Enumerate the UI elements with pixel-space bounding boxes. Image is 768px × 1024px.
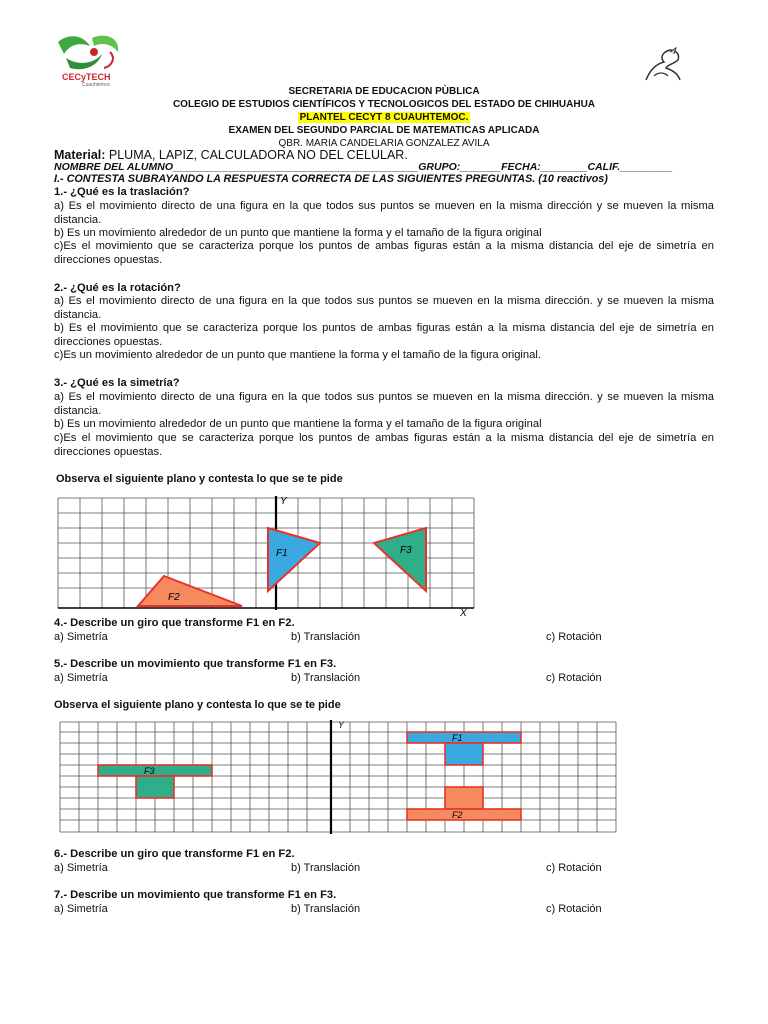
q4-option-a[interactable]: a) Simetría (54, 631, 108, 643)
plane1-f3-label: F3 (400, 545, 412, 556)
plane1-f1-label: F1 (276, 548, 288, 559)
plane2-figure-f2 (407, 787, 521, 820)
cecytech-logo (50, 32, 140, 92)
q6-option-b[interactable]: b) Translación (291, 862, 361, 874)
plane2-f1-label: F1 (452, 733, 463, 743)
header-line-4: EXAMEN DEL SEGUNDO PARCIAL DE MATEMATICAS APLICADA (228, 125, 540, 136)
q4-option-b[interactable]: b) Translación (291, 631, 361, 643)
material-value: PLUMA, LAPIZ, CALCULADORA NO DEL CELULAR. (105, 148, 408, 162)
plane1-figure-f1 (268, 528, 320, 591)
plane2-caption: Observa el siguiente plano y contesta lo que se te pide (54, 699, 341, 711)
q3-title: 3.- ¿Qué es la simetría? (54, 377, 180, 389)
plane1-caption: Observa el siguiente plano y contesta lo que se te pide (56, 473, 343, 485)
q7-option-a[interactable]: a) Simetría (54, 903, 108, 915)
plane2-grid (54, 716, 620, 836)
header-line-2: COLEGIO DE ESTUDIOS CIENTÍFICOS Y TECNOLOGICOS DEL ESTADO DE CHIHUAHUA (172, 99, 596, 110)
q5-option-b[interactable]: b) Translación (291, 672, 361, 684)
q7-option-c[interactable]: c) Rotación (546, 903, 602, 915)
q1-option-a: a) Es el movimiento directo de una figura en la que todos sus puntos se mueven en la misma dirección y se mueven la misma distancia. (54, 200, 714, 226)
plane1-figure-f3 (374, 528, 426, 591)
q7-option-b[interactable]: b) Translación (291, 903, 361, 915)
teacher-name: QBR. MARIA CANDELARIA GONZALEZ AVILA (278, 138, 490, 149)
logo-subname: Cuauhtémoc (82, 82, 111, 88)
plane1-f2-label: F2 (168, 592, 180, 603)
plane2-figure-f1 (407, 732, 521, 765)
plane1-y-label: Y (280, 496, 287, 507)
q2-title: 2.- ¿Qué es la rotación? (54, 282, 181, 294)
header-line-1: SECRETARIA DE EDUCACION PÙBLICA (288, 86, 480, 97)
q7-title: 7.- Describe un movimiento que transforme F1 en F3. (54, 889, 337, 901)
student-info-line: NOMBRE DEL ALUMNO__________________________________________GRUPO:_______FECHA:________CALIF._________ (54, 161, 673, 173)
q1-option-b: b) Es un movimiento alrededor de un punto que mantiene la forma y el tamaño de la figura original (54, 227, 542, 239)
plane2-y-label: Y (338, 720, 345, 730)
header-line-3-wrap (0, 112, 768, 123)
school-emblem (640, 46, 686, 86)
q4-title: 4.- Describe un giro que transforme F1 en F2. (54, 617, 295, 629)
q6-title: 6.- Describe un giro que transforme F1 en F2. (54, 848, 295, 860)
q3-option-a: a) Es el movimiento directo de una figura en la que todos sus puntos se mueven en la misma dirección. y se mueven la misma distancia. (54, 391, 714, 417)
logo-name: CECyTECH (62, 72, 111, 82)
q6-option-c[interactable]: c) Rotación (546, 862, 602, 874)
material-line (54, 148, 408, 162)
q4-option-c[interactable]: c) Rotación (546, 631, 602, 643)
q5-option-a[interactable]: a) Simetría (54, 672, 108, 684)
plane2-f3-label: F3 (144, 766, 155, 776)
q6-option-a[interactable]: a) Simetría (54, 862, 108, 874)
q2-option-a: a) Es el movimiento directo de una figura en la que todos sus puntos se mueven en la misma dirección. y se mueven la misma distancia. (54, 295, 714, 321)
q5-title: 5.- Describe un movimiento que transforme F1 en F3. (54, 658, 337, 670)
material-label: Material: (54, 148, 106, 162)
plane2-f2-label: F2 (452, 810, 463, 820)
plane1-grid (50, 492, 490, 618)
instructions: I.- CONTESTA SUBRAYANDO LA RESPUESTA CORRECTA DE LAS SIGUIENTES PREGUNTAS. (10 reactivos) (54, 173, 608, 185)
plane2-figure-f3 (98, 765, 212, 798)
q5-option-c[interactable]: c) Rotación (546, 672, 602, 684)
emblem-icon (640, 46, 686, 86)
q3-option-c: c)Es el movimiento que se caracteriza porque los puntos de ambas figuras están a la misma distancia del eje de simetría en direcciones opuestas. (54, 432, 714, 458)
q1-option-c: c)Es el movimiento que se caracteriza porque los puntos de ambas figuras están a la misma distancia del eje de simetría en direcciones opuestas. (54, 240, 714, 266)
q2-option-c: c)Es un movimiento alrededor de un punto que mantiene la forma y el tamaño de la figura original. (54, 349, 541, 361)
q2-option-b: b) Es el movimiento que se caracteriza porque los puntos de ambas figuras están a la misma distancia del eje de simetría en direcciones opuestas. (54, 322, 714, 348)
plantel-highlight: PLANTEL CECYT 8 CUAUHTEMOC. (299, 112, 469, 123)
q1-title: 1.- ¿Qué es la traslación? (54, 186, 190, 198)
plane1-x-label: X (460, 608, 467, 618)
q3-option-b: b) Es un movimiento alrededor de un punto que mantiene la forma y el tamaño de la figura original (54, 418, 542, 430)
